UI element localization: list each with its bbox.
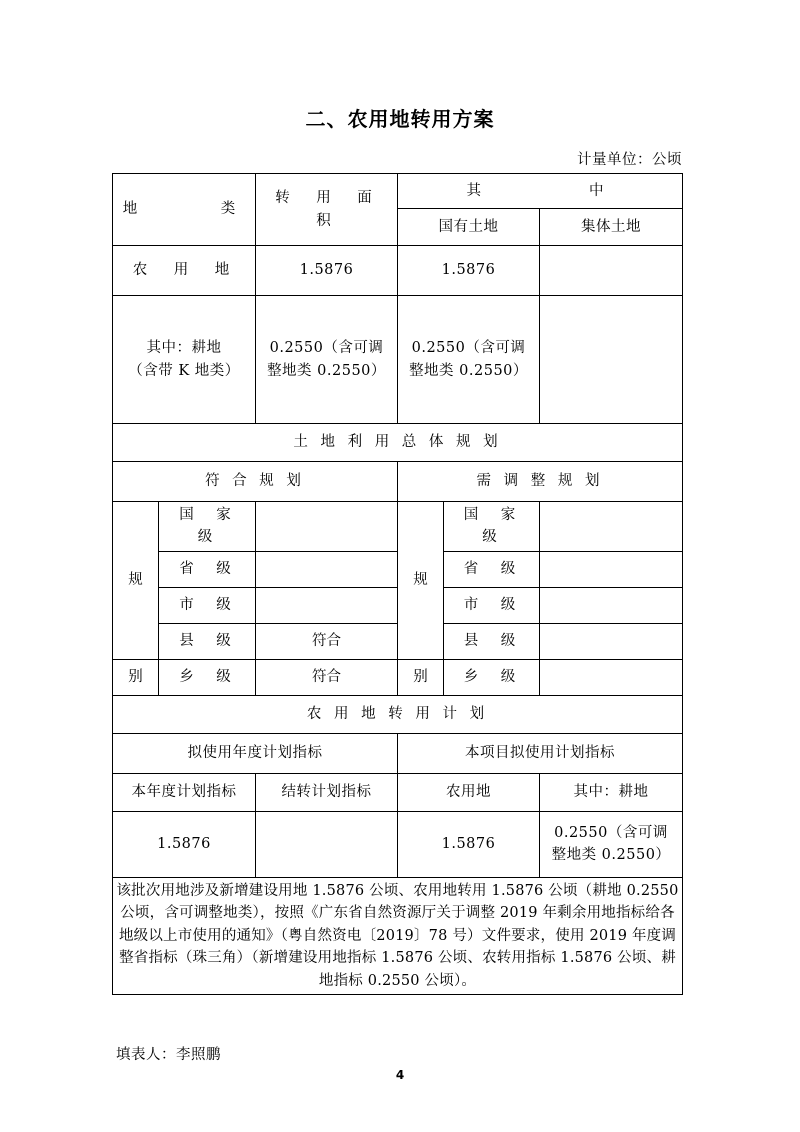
cell-agricultural-state-owned: 1.5876 xyxy=(398,246,540,296)
plan-value-county-conform: 符合 xyxy=(256,623,398,659)
group-annual-plan-quota: 拟使用年度计划指标 xyxy=(113,733,398,773)
header-land-type: 地 类 xyxy=(113,174,256,246)
plan-group-conform: 符 合 规 划 xyxy=(113,462,398,502)
cell-cultivated-state-line1: 0.2550（含可调 xyxy=(411,340,526,357)
plan-value-city-conform xyxy=(256,587,398,623)
plan-level-name-township-right: 乡 级 xyxy=(444,659,540,695)
plan-level-name-national-left: 国 家 级 xyxy=(159,502,256,552)
plan-level-name-county-right: 县 级 xyxy=(444,623,540,659)
plan-level-label-left-1: 规 xyxy=(113,502,159,660)
group-project-plan-quota: 本项目拟使用计划指标 xyxy=(398,733,683,773)
plan-value-provincial-adjust xyxy=(540,551,683,587)
section-header-row xyxy=(113,424,683,462)
section-conversion-plan: 农 用 地 转 用 计 划 xyxy=(113,695,683,733)
plan-level-label-right-2: 别 xyxy=(398,659,444,695)
value-among-cultivated-line1: 0.2550（含可调 xyxy=(554,824,668,841)
value-carryover-quota xyxy=(256,811,398,877)
cell-cultivated-state-owned xyxy=(398,296,540,424)
page-number: 4 xyxy=(395,1068,405,1082)
plan-level-row xyxy=(113,659,683,695)
cell-cultivated-area xyxy=(256,296,398,424)
cell-cultivated-area-line1: 0.2550（含可调 xyxy=(269,340,384,357)
row-label-agricultural-land: 农 用 地 xyxy=(113,246,256,296)
plan-group-header-row xyxy=(113,462,683,502)
agricultural-conversion-table xyxy=(112,173,682,995)
row-label-cultivated-line1: 其中：耕地 xyxy=(146,340,222,357)
header-current-year-quota: 本年度计划指标 xyxy=(113,773,256,811)
header-carryover-quota: 结转计划指标 xyxy=(256,773,398,811)
plan-level-name-provincial-left: 省 级 xyxy=(159,551,256,587)
conversion-value-row xyxy=(113,811,683,877)
header-collective-land: 集体土地 xyxy=(540,209,683,246)
header-among-which: 其 中 xyxy=(398,174,683,209)
plan-level-label-left-2: 别 xyxy=(113,659,159,695)
conversion-column-header-row xyxy=(113,773,683,811)
note-paragraph: 该批次用地涉及新增建设用地 1.5876 公顷、农用地转用 1.5876 公顷（耕地 0.2550 公顷，含可调整地类），按照《广东省自然资源厅关于调整 2019 年剩余用地指标给各地级以上市使用的通知》（粤自然资电〔2019〕78 号）文件要求，使用 2019 年度调整省指标（珠三角）（新增建设用地指标 1.5876 公顷、农转用指标 1.5876 公顷、耕地指标 0.2550 公顷）。 xyxy=(116,882,679,989)
header-state-owned-land: 国有土地 xyxy=(398,209,540,246)
row-label-cultivated-land xyxy=(113,296,256,424)
note-row xyxy=(113,877,683,994)
cell-agricultural-area: 1.5876 xyxy=(256,246,398,296)
plan-group-adjust: 需 调 整 规 划 xyxy=(398,462,683,502)
unit-note: 计量单位：公顷 xyxy=(577,152,682,168)
plan-value-city-adjust xyxy=(540,587,683,623)
plan-value-national-adjust xyxy=(540,502,683,552)
value-among-cultivated-land xyxy=(540,811,683,877)
plan-value-county-adjust xyxy=(540,623,683,659)
filler-label: 填表人：李照鹏 xyxy=(116,1047,221,1063)
plan-level-name-city-right: 市 级 xyxy=(444,587,540,623)
section-overall-land-use-plan: 土 地 利 用 总 体 规 划 xyxy=(113,424,683,462)
table-row xyxy=(113,296,683,424)
plan-level-name-national-right: 国 家 级 xyxy=(444,502,540,552)
plan-level-name-township-left: 乡 级 xyxy=(159,659,256,695)
plan-level-label-right-1: 规 xyxy=(398,502,444,660)
row-label-cultivated-line2: （含带 K 地类） xyxy=(128,362,240,379)
cell-cultivated-area-line2: 整地类 0.2550） xyxy=(267,362,386,379)
cell-cultivated-state-line2: 整地类 0.2550） xyxy=(409,362,528,379)
plan-level-name-provincial-right: 省 级 xyxy=(444,551,540,587)
header-converted-area: 转 用 面 积 xyxy=(256,174,398,246)
value-agricultural-land: 1.5876 xyxy=(398,811,540,877)
plan-level-name-county-left: 县 级 xyxy=(159,623,256,659)
table-header-row xyxy=(113,174,683,209)
note-cell xyxy=(113,877,683,994)
cell-cultivated-collective xyxy=(540,296,683,424)
value-current-year-quota: 1.5876 xyxy=(113,811,256,877)
section-header-row xyxy=(113,695,683,733)
plan-level-name-city-left: 市 级 xyxy=(159,587,256,623)
plan-level-row xyxy=(113,502,683,552)
conversion-group-header-row xyxy=(113,733,683,773)
header-among-cultivated-land: 其中：耕地 xyxy=(540,773,683,811)
header-agricultural-land: 农用地 xyxy=(398,773,540,811)
table-row xyxy=(113,246,683,296)
plan-value-township-conform: 符合 xyxy=(256,659,398,695)
page-title: 二、农用地转用方案 xyxy=(305,107,495,131)
plan-value-township-adjust xyxy=(540,659,683,695)
plan-value-national-conform xyxy=(256,502,398,552)
plan-value-provincial-conform xyxy=(256,551,398,587)
cell-agricultural-collective xyxy=(540,246,683,296)
value-among-cultivated-line2: 整地类 0.2550） xyxy=(551,847,671,864)
